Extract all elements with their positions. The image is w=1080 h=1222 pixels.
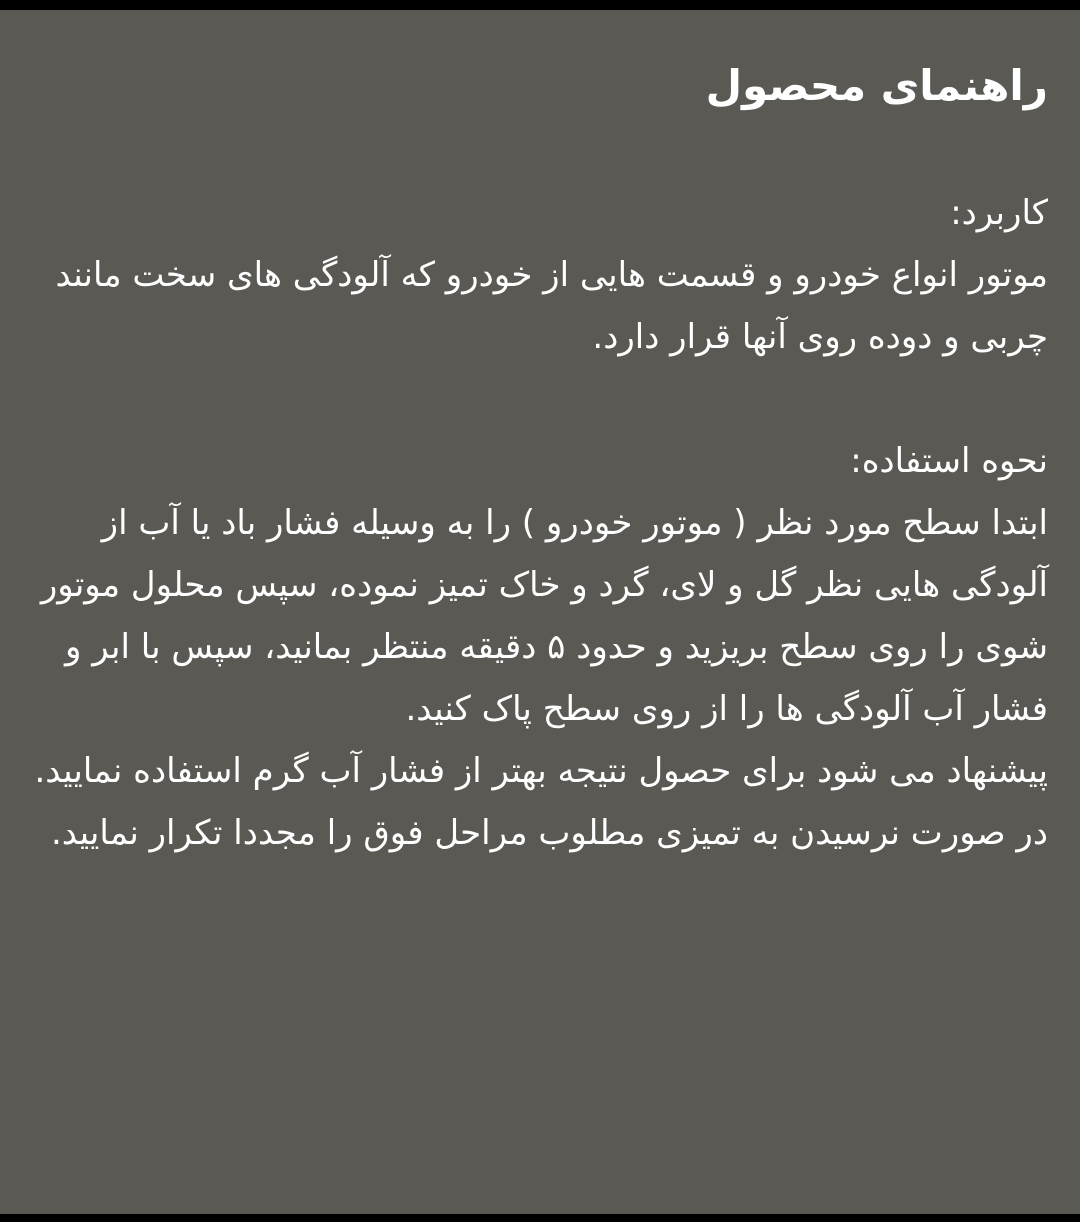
section-spacer — [30, 368, 1048, 430]
usage-text: موتور انواع خودرو و قسمت هایی از خودرو که آلودگی های سخت مانند چربی و دوده روی آنها قرار دارد. — [55, 255, 1048, 357]
usage-heading: کاربرد: — [950, 193, 1048, 233]
method-heading: نحوه استفاده: — [850, 441, 1048, 481]
suggestion-text: پیشنهاد می شود برای حصول نتیجه بهتر از فشار آب گرم استفاده نمایید. — [34, 751, 1048, 791]
method-text: ابتدا سطح مورد نظر ( موتور خودرو ) را به وسیله فشار باد یا آب از آلودگی هایی نظر گل و لای، گرد و خاک تمیز نموده، سپس محلول موتور شوی را روی سطح بریزید و حدود ۵ دقیقه منتظر بمانید، سپس با ابر و فشار آب آلودگی ها را از روی سطح پاک کنید. — [40, 503, 1048, 729]
repeat-text: در صورت نرسیدن به تمیزی مطلوب مراحل فوق را مجددا تکرار نمایید. — [50, 813, 1048, 853]
product-guide-panel — [0, 10, 1080, 1214]
page-title: راهنمای محصول — [705, 61, 1048, 110]
